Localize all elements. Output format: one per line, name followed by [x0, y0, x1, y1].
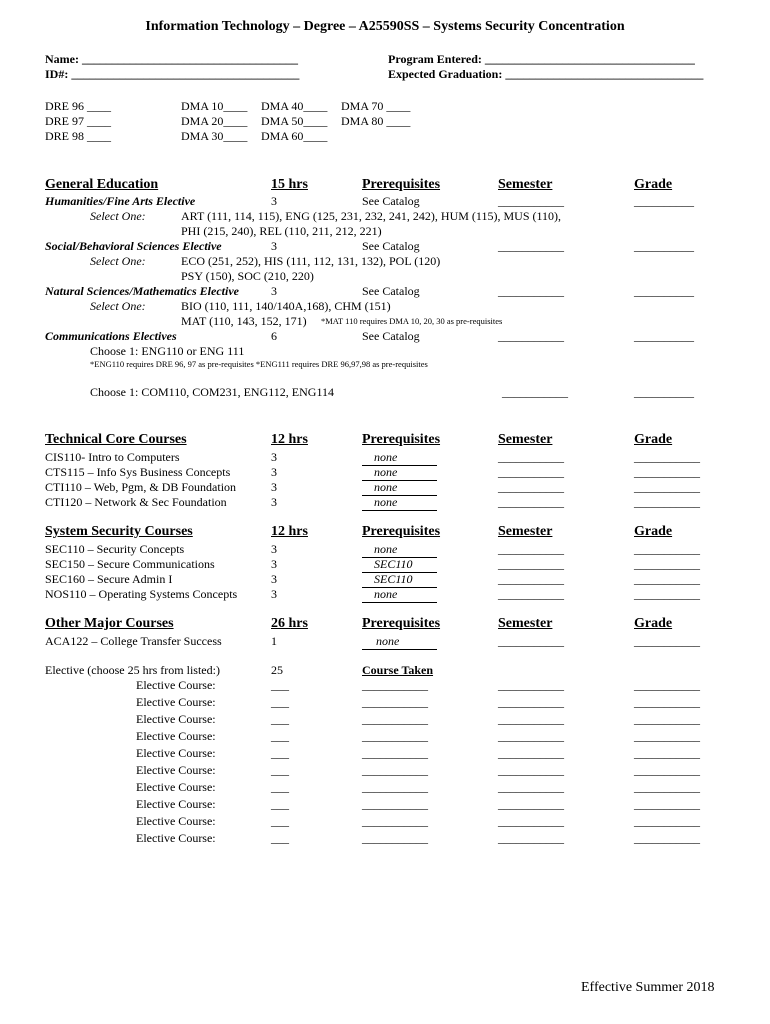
- elective-course-semester[interactable]: ___________: [498, 831, 564, 845]
- communications-prereq: See Catalog: [362, 329, 420, 343]
- natural-semester[interactable]: ___________: [498, 284, 564, 298]
- course-prereq: [362, 542, 437, 558]
- elective-label: Elective (choose 25 hrs from listed:): [45, 663, 220, 677]
- dma-80[interactable]: DMA 80 ____: [341, 114, 411, 128]
- course-prereq-value: none: [362, 450, 437, 466]
- course-name: CIS110- Intro to Computers: [45, 450, 180, 464]
- elective-course-label: Elective Course:: [136, 814, 216, 828]
- mat-note: *MAT 110 requires DMA 10, 20, 30 as pre-requisites: [321, 316, 503, 326]
- elective-course-taken[interactable]: ___________: [362, 678, 428, 692]
- course-name: SEC110 – Security Concepts: [45, 542, 185, 556]
- elective-course-semester[interactable]: ___________: [498, 797, 564, 811]
- course-prereq: [362, 557, 437, 573]
- course-hrs: 3: [271, 465, 277, 479]
- sec-hrs: 12 hrs: [271, 524, 308, 539]
- tech-prereq-heading: Prerequisites: [362, 432, 441, 447]
- elective-course-hrs[interactable]: ___: [271, 797, 289, 811]
- elective-course-label: Elective Course:: [136, 780, 216, 794]
- elective-course-taken[interactable]: ___________: [362, 712, 428, 726]
- elective-course-hrs[interactable]: ___: [271, 831, 289, 845]
- humanities-select: Select One:: [90, 209, 146, 223]
- course-prereq-value: none: [362, 542, 437, 558]
- elective-course-semester[interactable]: ___________: [498, 814, 564, 828]
- choose-com: Choose 1: COM110, COM231, ENG112, ENG114: [90, 385, 335, 399]
- gen-ed-prereq-heading: Prerequisites: [362, 177, 441, 192]
- gen-ed-heading: General Education: [45, 177, 159, 192]
- communications-grade[interactable]: __________: [634, 329, 694, 343]
- elective-course-grade[interactable]: ___________: [634, 712, 700, 726]
- aca122-grade[interactable]: ___________: [634, 634, 700, 648]
- other-semester-heading: Semester: [498, 616, 553, 631]
- elective-course-hrs[interactable]: ___: [271, 746, 289, 760]
- tech-heading: Technical Core Courses: [45, 432, 187, 447]
- natural-options-2: MAT (110, 143, 152, 171): [181, 314, 307, 328]
- elective-course-label: Elective Course:: [136, 678, 216, 692]
- sec-heading: System Security Courses: [45, 524, 193, 539]
- page-title: Information Technology – Degree – A25590SS – Systems Security Concentration: [145, 19, 625, 34]
- course-prereq-value: none: [362, 465, 437, 481]
- course-grade[interactable]: ___________: [634, 572, 700, 586]
- course-name: SEC150 – Secure Communications: [45, 557, 215, 571]
- elective-course-semester[interactable]: ___________: [498, 780, 564, 794]
- elective-course-semester[interactable]: ___________: [498, 712, 564, 726]
- elective-course-grade[interactable]: ___________: [634, 746, 700, 760]
- course-taken-heading: Course Taken: [362, 663, 434, 677]
- elective-course-hrs[interactable]: ___: [271, 780, 289, 794]
- choose-eng: Choose 1: ENG110 or ENG 111: [90, 344, 245, 358]
- course-semester[interactable]: ___________: [498, 557, 564, 571]
- elective-course-hrs[interactable]: ___: [271, 814, 289, 828]
- elective-course-grade[interactable]: ___________: [634, 729, 700, 743]
- course-semester[interactable]: ___________: [498, 587, 564, 601]
- humanities-options-1: ART (111, 114, 115), ENG (125, 231, 232, 241, 242), HUM (115), MUS (110),: [181, 209, 562, 223]
- course-name: NOS110 – Operating Systems Concepts: [45, 587, 238, 601]
- course-prereq: [362, 572, 437, 588]
- communications-semester[interactable]: ___________: [498, 329, 564, 343]
- aca122-course: ACA122 – College Transfer Success: [45, 634, 222, 648]
- course-hrs: 3: [271, 557, 277, 571]
- natural-label: Natural Sciences/Mathematics Elective: [45, 284, 239, 298]
- elective-course-semester[interactable]: ___________: [498, 695, 564, 709]
- course-prereq: [362, 495, 437, 511]
- elective-course-grade[interactable]: ___________: [634, 678, 700, 692]
- elective-course-label: Elective Course:: [136, 746, 216, 760]
- dma-20[interactable]: DMA 20____: [181, 114, 248, 128]
- course-prereq: [362, 465, 437, 481]
- social-grade[interactable]: __________: [634, 239, 694, 253]
- elective-course-hrs[interactable]: ___: [271, 678, 289, 692]
- elective-course-grade[interactable]: ___________: [634, 695, 700, 709]
- dma-70[interactable]: DMA 70 ____: [341, 99, 411, 113]
- aca122-hrs: 1: [271, 634, 277, 648]
- elective-course-taken[interactable]: ___________: [362, 797, 428, 811]
- tech-grade-heading: Grade: [634, 432, 673, 447]
- elective-course-hrs[interactable]: ___: [271, 729, 289, 743]
- dre-97[interactable]: DRE 97 ____: [45, 114, 111, 128]
- course-grade[interactable]: ___________: [634, 465, 700, 479]
- elective-course-hrs[interactable]: ___: [271, 712, 289, 726]
- program-entered-field[interactable]: Program Entered: ___________________________________: [388, 52, 695, 66]
- elective-course-taken[interactable]: ___________: [362, 746, 428, 760]
- course-prereq: [362, 450, 437, 466]
- social-hrs: 3: [271, 239, 277, 253]
- aca122-prereq: none: [362, 634, 437, 650]
- gen-ed-semester-heading: Semester: [498, 177, 553, 192]
- course-hrs: 3: [271, 450, 277, 464]
- course-grade[interactable]: ___________: [634, 542, 700, 556]
- course-hrs: 3: [271, 587, 277, 601]
- dma-50[interactable]: DMA 50____: [261, 114, 328, 128]
- course-semester[interactable]: ___________: [498, 542, 564, 556]
- course-semester[interactable]: ___________: [498, 465, 564, 479]
- social-select: Select One:: [90, 254, 146, 268]
- footer-effective: Effective Summer 2018: [581, 980, 715, 995]
- elective-course-taken[interactable]: ___________: [362, 695, 428, 709]
- course-name: SEC160 – Secure Admin I: [45, 572, 173, 586]
- course-hrs: 3: [271, 480, 277, 494]
- other-heading: Other Major Courses: [45, 616, 174, 631]
- elective-course-taken[interactable]: ___________: [362, 831, 428, 845]
- course-semester[interactable]: ___________: [498, 450, 564, 464]
- elective-course-grade[interactable]: ___________: [634, 814, 700, 828]
- elective-hrs: 25: [271, 663, 283, 677]
- other-prereq-heading: Prerequisites: [362, 616, 441, 631]
- communications-label: Communications Electives: [45, 329, 177, 343]
- other-grade-heading: Grade: [634, 616, 673, 631]
- natural-hrs: 3: [271, 284, 277, 298]
- course-name: CTI120 – Network & Sec Foundation: [45, 495, 227, 509]
- sec-semester-heading: Semester: [498, 524, 553, 539]
- course-grade[interactable]: ___________: [634, 450, 700, 464]
- natural-grade[interactable]: __________: [634, 284, 694, 298]
- social-label: Social/Behavioral Sciences Elective: [45, 239, 222, 253]
- humanities-options-2: PHI (215, 240), REL (110, 211, 212, 221): [181, 224, 382, 238]
- sec-grade-heading: Grade: [634, 524, 673, 539]
- social-prereq: See Catalog: [362, 239, 420, 253]
- course-prereq-value: none: [362, 587, 437, 603]
- tech-semester-heading: Semester: [498, 432, 553, 447]
- course-grade[interactable]: ___________: [634, 480, 700, 494]
- expected-graduation-field[interactable]: Expected Graduation: _________________________________: [388, 67, 704, 81]
- sec-prereq-heading: Prerequisites: [362, 524, 441, 539]
- elective-course-label: Elective Course:: [136, 797, 216, 811]
- course-name: CTI110 – Web, Pgm, & DB Foundation: [45, 480, 237, 494]
- humanities-grade[interactable]: __________: [634, 194, 694, 208]
- humanities-semester[interactable]: ___________: [498, 194, 564, 208]
- elective-course-taken[interactable]: ___________: [362, 814, 428, 828]
- course-prereq: [362, 480, 437, 496]
- elective-course-grade[interactable]: ___________: [634, 763, 700, 777]
- course-hrs: 3: [271, 542, 277, 556]
- elective-course-hrs[interactable]: ___: [271, 695, 289, 709]
- dre-96[interactable]: DRE 96 ____: [45, 99, 111, 113]
- elective-course-grade[interactable]: ___________: [634, 797, 700, 811]
- gen-ed-hrs: 15 hrs: [271, 177, 308, 192]
- elective-course-taken[interactable]: ___________: [362, 780, 428, 794]
- gen-ed-grade-heading: Grade: [634, 177, 673, 192]
- elective-course-semester[interactable]: ___________: [498, 729, 564, 743]
- eng-note: *ENG110 requires DRE 96, 97 as pre-requisites *ENG111 requires DRE 96,97,98 as pre-requisites: [90, 359, 428, 369]
- course-grade[interactable]: ___________: [634, 495, 700, 509]
- elective-course-label: Elective Course:: [136, 729, 216, 743]
- name-field[interactable]: Name: ____________________________________: [45, 52, 298, 66]
- course-name: CTS115 – Info Sys Business Concepts: [45, 465, 231, 479]
- course-prereq: [362, 587, 437, 603]
- dma-40[interactable]: DMA 40____: [261, 99, 328, 113]
- communications-hrs: 6: [271, 329, 277, 343]
- elective-course-semester[interactable]: ___________: [498, 763, 564, 777]
- social-options-1: ECO (251, 252), HIS (111, 112, 131, 132), POL (120): [181, 254, 441, 268]
- course-prereq-value: SEC110: [362, 557, 437, 573]
- com-grade[interactable]: __________: [634, 385, 694, 399]
- course-semester[interactable]: ___________: [498, 480, 564, 494]
- course-hrs: 3: [271, 572, 277, 586]
- other-hrs: 26 hrs: [271, 616, 308, 631]
- humanities-prereq: See Catalog: [362, 194, 420, 208]
- elective-course-hrs[interactable]: ___: [271, 763, 289, 777]
- course-hrs: 3: [271, 495, 277, 509]
- natural-prereq: See Catalog: [362, 284, 420, 298]
- elective-course-label: Elective Course:: [136, 763, 216, 777]
- elective-course-taken[interactable]: ___________: [362, 729, 428, 743]
- course-prereq-value: SEC110: [362, 572, 437, 588]
- elective-course-grade[interactable]: ___________: [634, 780, 700, 794]
- dre-98[interactable]: DRE 98 ____: [45, 129, 111, 143]
- elective-course-label: Elective Course:: [136, 831, 216, 845]
- course-grade[interactable]: ___________: [634, 557, 700, 571]
- humanities-hrs: 3: [271, 194, 277, 208]
- elective-course-grade[interactable]: ___________: [634, 831, 700, 845]
- social-semester[interactable]: ___________: [498, 239, 564, 253]
- elective-course-semester[interactable]: ___________: [498, 678, 564, 692]
- elective-course-taken[interactable]: ___________: [362, 763, 428, 777]
- course-grade[interactable]: ___________: [634, 587, 700, 601]
- dma-30[interactable]: DMA 30____: [181, 129, 248, 143]
- course-prereq-value: none: [362, 495, 437, 511]
- tech-hrs: 12 hrs: [271, 432, 308, 447]
- natural-select: Select One:: [90, 299, 146, 313]
- social-options-2: PSY (150), SOC (210, 220): [181, 269, 314, 283]
- aca122-semester[interactable]: ___________: [498, 634, 564, 648]
- dma-10[interactable]: DMA 10____: [181, 99, 248, 113]
- natural-options-1: BIO (110, 111, 140/140A,168), CHM (151): [181, 299, 391, 313]
- elective-course-label: Elective Course:: [136, 695, 216, 709]
- id-field[interactable]: ID#: ______________________________________: [45, 67, 300, 81]
- course-semester[interactable]: ___________: [498, 572, 564, 586]
- course-prereq-value: none: [362, 480, 437, 496]
- com-semester[interactable]: ___________: [502, 385, 568, 399]
- elective-course-semester[interactable]: ___________: [498, 746, 564, 760]
- elective-course-label: Elective Course:: [136, 712, 216, 726]
- dma-60[interactable]: DMA 60____: [261, 129, 328, 143]
- course-semester[interactable]: ___________: [498, 495, 564, 509]
- humanities-label: Humanities/Fine Arts Elective: [45, 194, 196, 208]
